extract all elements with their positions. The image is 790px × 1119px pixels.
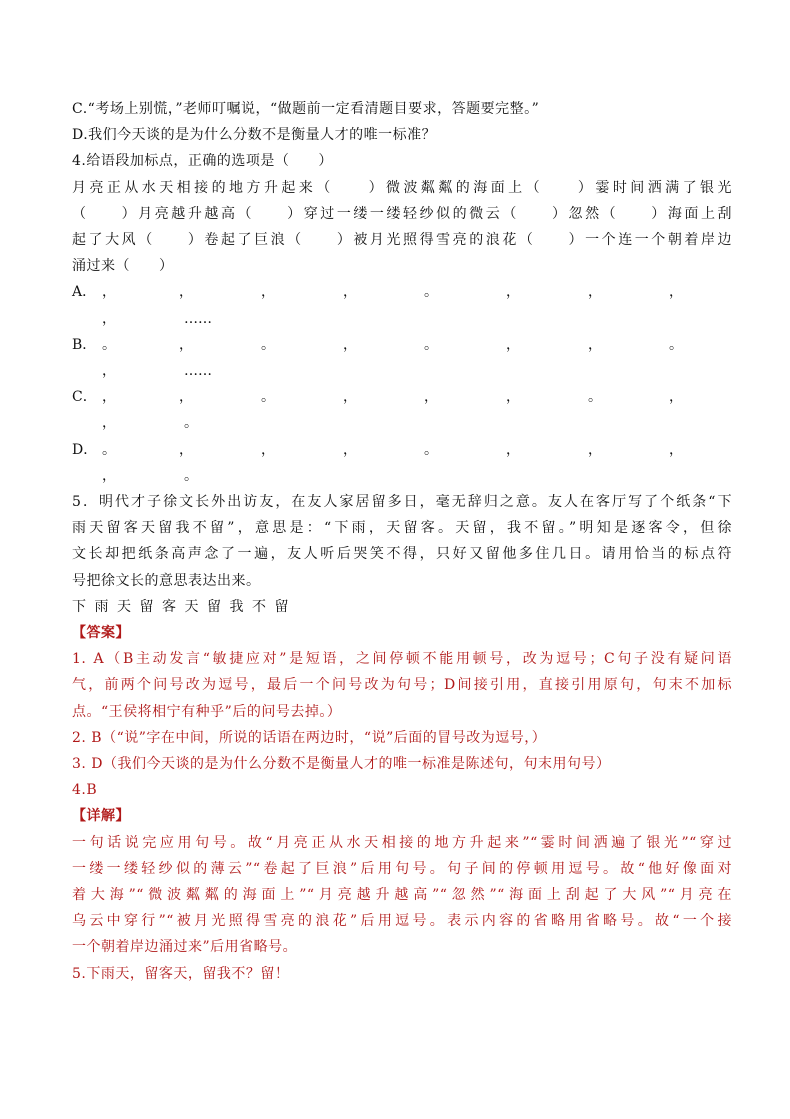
option-punct: ， xyxy=(102,310,116,327)
q5-char: 留 xyxy=(139,598,154,615)
option-punct: ， xyxy=(588,441,602,458)
option-label: B． xyxy=(72,336,97,353)
q4-passage-line: 起了大风（ ）卷起了巨浪（ ）被月光照得雪亮的浪花（ ）一个连一个朝着岸边 xyxy=(72,232,732,249)
q5-char: 留 xyxy=(207,598,222,615)
q5-char: 客 xyxy=(162,598,177,615)
option-punct: …… xyxy=(184,362,212,379)
option-punct: ， xyxy=(179,336,193,353)
option-punct: ， xyxy=(506,284,520,301)
option-punct: ， xyxy=(588,336,602,353)
q5-line: 雨天留客天留我不留”，意思是：“下雨，天留客。天留，我不留。”明知是逐客令，但徐 xyxy=(72,520,732,537)
q5-char: 雨 xyxy=(94,598,109,615)
q5-char: 天 xyxy=(184,598,199,615)
option-punct: ， xyxy=(588,284,602,301)
q4-passage-line: 月亮正从水天相接的地方升起来（ ）微波粼粼的海面上（ ）霎时间洒满了银光 xyxy=(72,179,732,196)
answer-1-line: 点。“王侯将相宁有种乎”后的问号去掉。） xyxy=(72,703,342,720)
document-page xyxy=(72,96,732,987)
q4-option-d xyxy=(72,437,732,463)
detail-line: 一缕一缕轻纱似的薄云”“卷起了巨浪”后用句号。句子间的停顿用逗号。故“他好像面对 xyxy=(72,860,732,877)
q5-character-row xyxy=(72,594,732,620)
option-punct: 。 xyxy=(424,336,438,353)
detail-line: 着大海”“微波粼粼的海面上”“月亮越升越高”“忽然”“海面上刮起了大风”“月亮在 xyxy=(72,886,732,903)
option-punct: ， xyxy=(343,284,357,301)
option-punct: ， xyxy=(669,284,683,301)
q4-option-c xyxy=(72,384,732,410)
answer-2: 2. B（“说”字在中间，所说的话语在两边时，“说”后面的冒号改为逗号，） xyxy=(72,729,547,746)
option-punct: ， xyxy=(506,389,520,406)
option-punct: …… xyxy=(184,310,212,327)
option-punct: 。 xyxy=(424,441,438,458)
q4-option-b-row2 xyxy=(72,358,732,384)
q5-line: 号把徐文长的意思表达出来。 xyxy=(72,572,261,589)
option-label: D． xyxy=(72,441,98,458)
q4-passage-line: 涌过来（ ） xyxy=(72,258,174,275)
answer-5: 5.下雨天，留客天，留我不？留！ xyxy=(72,965,290,982)
q5-char: 我 xyxy=(229,598,244,615)
option-punct: ， xyxy=(343,389,357,406)
answer-1-line: 气，前两个问号改为逗号，最后一个问号改为句号；D间接引用，直接引用原句，句末不加标 xyxy=(72,677,732,694)
option-punct: ， xyxy=(179,441,193,458)
option-punct: 。 xyxy=(588,389,602,406)
option-punct: 。 xyxy=(669,336,683,353)
option-punct: 。 xyxy=(184,415,198,432)
option-punct: ， xyxy=(669,441,683,458)
option-punct: ， xyxy=(343,336,357,353)
option-punct: ， xyxy=(669,389,683,406)
option-punct: ， xyxy=(261,284,275,301)
q4-option-d-row2 xyxy=(72,463,732,489)
answer-3: 3. D（我们今天谈的是为什么分数不是衡量人才的唯一标准是陈述句，句末用句号） xyxy=(72,755,611,772)
q4-option-a xyxy=(72,279,732,305)
option-punct: 。 xyxy=(261,389,275,406)
q5-char: 不 xyxy=(252,598,267,615)
q4-option-b xyxy=(72,332,732,358)
detail-line: 一句话说完应用句号。故“月亮正从水天相接的地方升起来”“霎时间洒遍了银光”“穿过 xyxy=(72,834,732,851)
q5-char: 下 xyxy=(72,598,87,615)
q4-passage-line: （ ）月亮越升越高（ ）穿过一缕一缕轻纱似的微云（ ）忽然（ ）海面上刮 xyxy=(72,205,732,222)
option-punct: ， xyxy=(424,389,438,406)
answer-heading: 【答案】 xyxy=(72,624,130,641)
option-punct: ， xyxy=(102,467,116,484)
option-punct: ， xyxy=(102,284,116,301)
option-punct: ， xyxy=(343,441,357,458)
detail-line: 一个朝着岸边涌过来”后用省略号。 xyxy=(72,939,298,956)
q3-option-d: D.我们今天谈的是为什么分数不是衡量人才的唯一标准？ xyxy=(72,127,437,144)
option-punct: 。 xyxy=(102,441,116,458)
option-punct: ， xyxy=(179,389,193,406)
q5-char: 天 xyxy=(117,598,132,615)
q4-stem: 4.给语段加标点，正确的选项是（ ） xyxy=(72,153,333,170)
option-punct: ， xyxy=(506,441,520,458)
answer-4: 4.B xyxy=(72,782,98,799)
option-punct: ， xyxy=(179,284,193,301)
option-punct: ， xyxy=(102,415,116,432)
q4-option-c-row2 xyxy=(72,410,732,436)
option-punct: 。 xyxy=(261,336,275,353)
option-punct: 。 xyxy=(102,336,116,353)
detail-line: 乌云中穿行”“被月光照得雪亮的浪花”后用逗号。表示内容的省略用省略号。故“一个接 xyxy=(72,913,732,930)
q5-line: 5．明代才子徐文长外出访友，在友人家居留多日，毫无辞归之意。友人在客厅写了个纸条“下 xyxy=(72,493,732,510)
detail-heading: 【详解】 xyxy=(72,808,130,825)
answer-1-line: 1. A（B主动发言“敏捷应对”是短语，之间停顿不能用顿号，改为逗号；C句子没有疑问语 xyxy=(72,651,732,668)
option-punct: ， xyxy=(261,441,275,458)
q5-char: 留 xyxy=(274,598,289,615)
q5-line: 文长却把纸条高声念了一遍，友人听后哭笑不得，只好又留他多住几日。请用恰当的标点符 xyxy=(72,546,732,563)
option-punct: 。 xyxy=(184,467,198,484)
option-label: C． xyxy=(72,389,97,406)
q3-option-c: C.“考场上别慌，”老师叮嘱说，“做题前一定看清题目要求，答题要完整。” xyxy=(72,101,540,117)
option-punct: ， xyxy=(102,389,116,406)
option-label: A． xyxy=(72,284,97,301)
option-punct: 。 xyxy=(424,284,438,301)
option-punct: ， xyxy=(102,362,116,379)
q4-option-a-row2 xyxy=(72,306,732,332)
option-punct: ， xyxy=(506,336,520,353)
